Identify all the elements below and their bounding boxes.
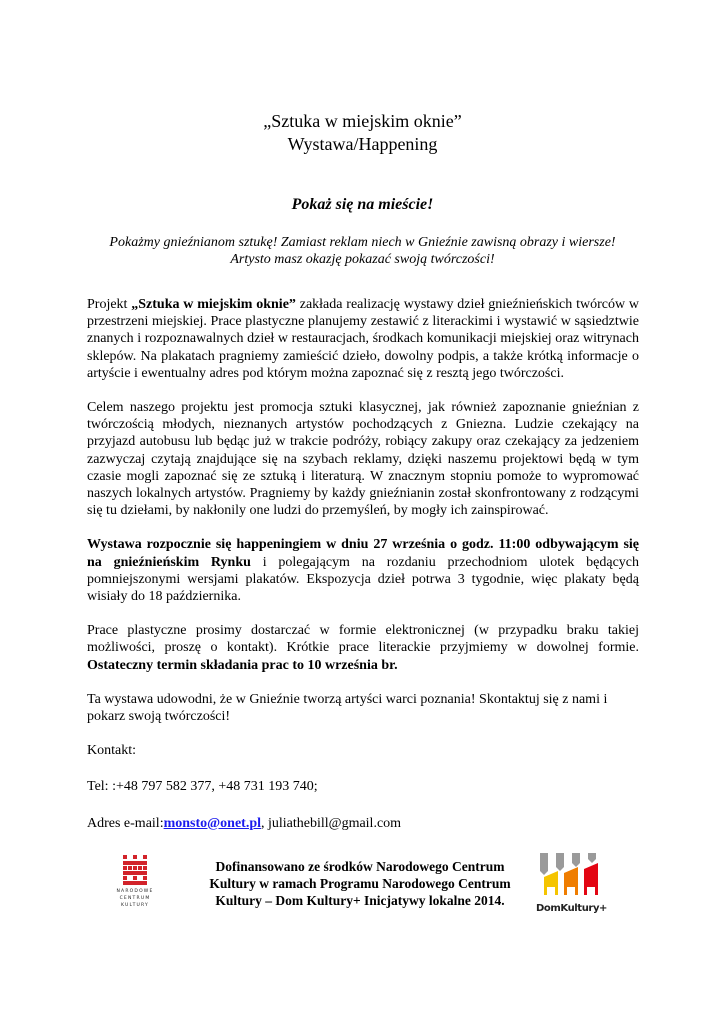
intro-text [0,234,725,268]
dom-kultury-logo [536,853,612,917]
funding-note [170,858,550,909]
intro-line-1: Pokażmy gnieźnianom sztukę! Zamiast reklam niech w Gnieźnie zawisną obrazy i wiersze! [109,235,616,250]
p1-before: Projekt [87,297,132,312]
dom-kultury-logo-text: DomKultury+ [536,903,608,914]
paragraph-happening [87,536,639,605]
document-title: „Sztuka w miejskim oknie” [263,111,462,131]
contact-label: Kontakt: [87,743,136,759]
email-link[interactable]: monsto@onet.pl [163,815,262,831]
funding-line-3: Kultury – Dom Kultury+ Inicjatywy lokalne 2014. [215,893,505,908]
paragraph-submission [87,622,639,674]
nck-logo-line-3: KULTURY [120,903,150,908]
funding-line-1: Dofinansowano ze środków Narodowego Centrum [215,859,505,874]
email-label: Adres e-mail: [87,815,164,831]
paragraph-closing: Ta wystawa udowodni, że w Gnieźnie tworzą artyści warci poznania! Skontaktuj się z nami i pokarz swoją twórczości! [87,691,608,725]
paragraph-goal: Celem naszego projektu jest promocja sztuki klasycznej, jak również zapoznanie gnieźnian z twórczością młodych, nieznanych artystów pochodzących z Gniezna. Ludzie czekający na przyjazd autobusu lub będąc już w trakcie podróży, robiący zakupy oraz czekający za jedzeniem zazwyczaj czytają znajdujące się na szybach reklamy, dzięki naszemu projektowi będą w tym czasie mogli zapoznać się ze sztuką i literaturą. W znacznym stopniu pomoże to wypromować naszych lokalnych artystów. Pragniemy by każdy gnieźnianin został skonfrontowany z rodzącymi się tu dziełami, by nakłonily one ludzi do przemyśleń, by mogły ich zainspirować. [87,400,639,519]
deadline: Ostateczny termin składania prac to 10 września br. [87,657,398,673]
p4-before: Prace plastyczne prosimy dostarczać w formie elektronicznej (w przypadku braku takiej możliwości, proszę o kontakt). Krótkie prace literackie przyjmiemy w dowolnej formie. [87,623,639,656]
nck-logo-line-1: NARODOWE [116,889,154,894]
email-rest: , juliathebill@gmail.com [261,815,402,831]
contact-phone: Tel: :+48 797 582 377, +48 731 193 740; [87,779,318,795]
nck-logo-line-2: CENTRUM [119,896,151,901]
document-body [87,296,639,849]
contact-email [87,815,639,832]
p3-after: i polegającym na rozdaniu przechodniom ulotek będących pomniejszonymi wersjami plakatów. Ekspozycja dzieł potrwa 3 tygodnie, więc plakaty będą wisiały do 18 października. [87,554,640,605]
document-subtitle: Pokaż się na mieście! [291,196,434,213]
happening-date: Wystawa rozpocznie się happeningiem w dniu 27 września o godz. 11:00 odbywającym się na gnieźnieńskim Rynku [87,537,639,570]
intro-line-2: Artysto masz okazję pokazać swoją twórczości! [230,252,495,267]
paragraph-project [87,296,639,382]
dom-kultury-logo-mark [536,853,612,901]
funding-line-2: Kultury w ramach Programu Narodowego Centrum [209,876,511,891]
document-title-line2: Wystawa/Happening [287,134,438,154]
nck-logo-mark [110,855,160,887]
p1-after: zakłada realizację wystawy dzieł gnieźnieńskich twórców w przestrzeni miejskiej. Prace plastyczne planujemy zestawić z literackimi i wystawić w sąsiedztwie znanych i rozpoznawalnych dzieł w restauracjach, środkach komunikacji miejskiej oraz witrynach sklepów. Na plakatach pragniemy zamieścić dzieło, dowolny podpis, a także krótką informacje o artyście i ewentualny adres pod którym można zapoznać się z resztą jego twórczości. [87,297,639,381]
project-name: „Sztuka w miejskim oknie” [131,297,296,312]
nck-logo [110,855,160,917]
